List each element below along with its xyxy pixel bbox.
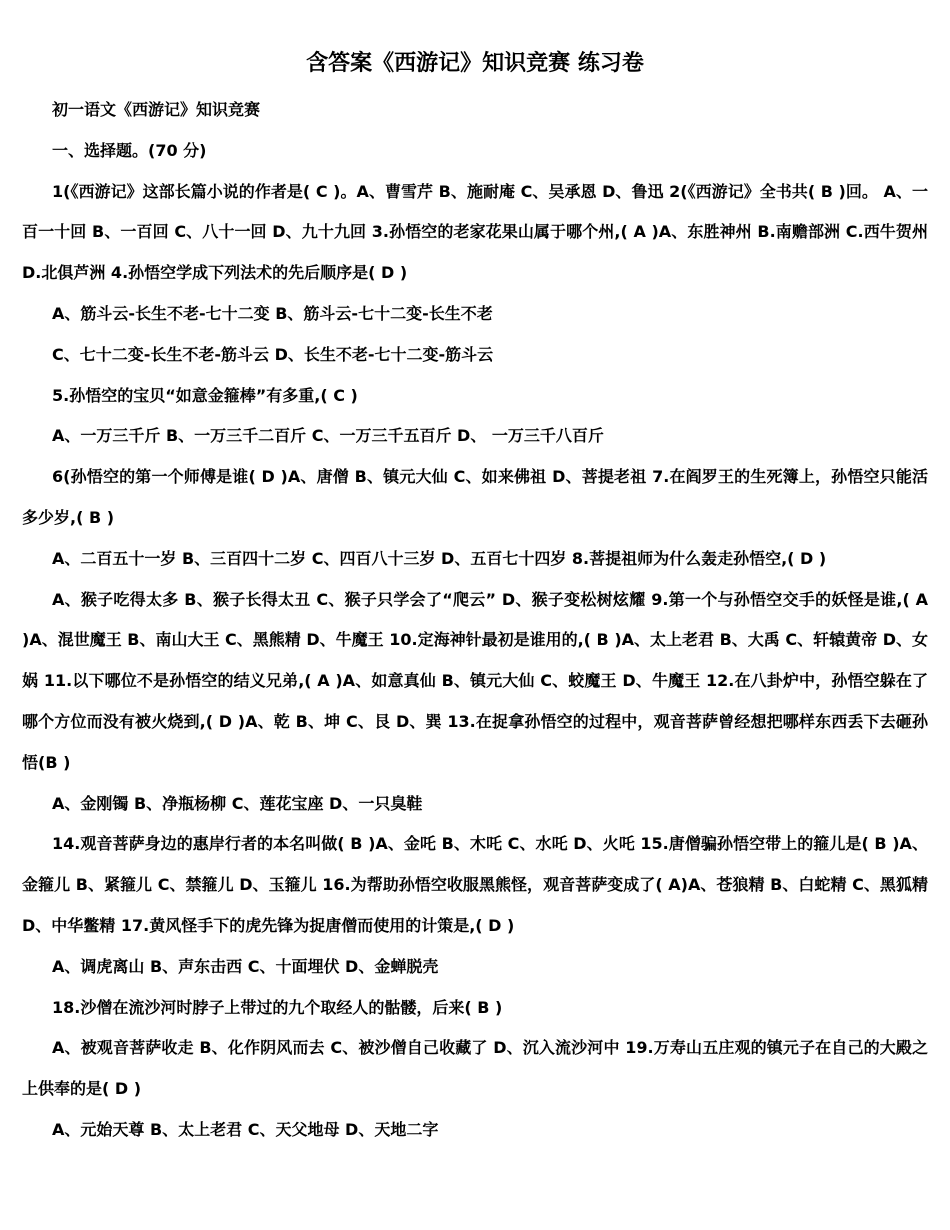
section-heading: 初一语文《西游记》知识竞赛: [52, 100, 261, 119]
paragraph: A、筋斗云-长生不老-七十二变 B、筋斗云-七十二变-长生不老: [52, 303, 493, 323]
paragraph: C、七十二变-长生不老-筋斗云 D、长生不老-七十二变-筋斗云: [52, 344, 494, 364]
paragraph: A、一万三千斤 B、一万三千二百斤 C、一万三千五百斤 D、 一万三千八百斤: [52, 426, 604, 446]
paragraph: 18.沙僧在流沙河时脖子上带过的九个取经人的骷髅，后来( B ): [52, 997, 503, 1017]
section-subheading: 一、选择题。(70 分): [52, 140, 207, 160]
paragraph: A、调虎离山 B、声东击西 C、十面埋伏 D、金蝉脱壳: [52, 956, 439, 976]
paragraph: A、被观音菩萨收走 B、化作阴风而去 C、被沙僧自己收藏了 D、沉入流沙河中 19.万寿山五庄观的镇元子在自己的大殿之上供奉的是( D ): [22, 1038, 928, 1099]
document-title: 含答案《西游记》知识竞赛 练习卷: [306, 51, 644, 76]
paragraph: A、金刚镯 B、净瓶杨柳 C、莲花宝座 D、一只臭鞋: [52, 793, 423, 813]
paragraph: A、元始天尊 B、太上老君 C、天父地母 D、天地二字: [52, 1119, 439, 1139]
document-body: [22, 90, 928, 1151]
paragraph: 5.孙悟空的宝贝“如意金箍棒”有多重,( C ): [52, 385, 358, 405]
paragraph: 14.观音菩萨身边的惠岸行者的本名叫做( B )A、金吒 B、木吒 C、水吒 D、火吒 15.唐僧骗孙悟空带上的箍儿是( B )A、金箍儿 B、紧箍儿 C、禁箍儿 D、玉箍儿 16.为帮助孙悟空收服黑熊怪，观音菩萨变成了( A)A、苍狼精 B、白蛇精 C、黑狐精 D、中华鳖精 17.黄风怪手下的虎先锋为捉唐僧而使用的计策是,( D ): [22, 834, 928, 935]
paragraph: A、猴子吃得太多 B、猴子长得太丑 C、猴子只学会了“爬云” D、猴子变松树炫耀 9.第一个与孙悟空交手的妖怪是谁,( A )A、混世魔王 B、南山大王 C、黑熊精 D、牛魔王 10.定海神针最初是谁用的,( B )A、太上老君 B、大禹 C、轩辕黄帝 D、女娲 11.以下哪位不是孙悟空的结义兄弟,( A )A、如意真仙 B、镇元大仙 C、蛟魔王 D、牛魔王 12.在八卦炉中，孙悟空躲在了哪个方位而没有被火烧到,( D )A、乾 B、坤 C、艮 D、巽 13.在捉拿孙悟空的过程中，观音菩萨曾经想把哪样东西丢下去砸孙悟(B ): [22, 589, 928, 772]
paragraph: A、二百五十一岁 B、三百四十二岁 C、四百八十三岁 D、五百七十四岁 8.菩提祖师为什么轰走孙悟空,( D ): [52, 548, 827, 568]
paragraph: 6(孙悟空的第一个师傅是谁( D )A、唐僧 B、镇元大仙 C、如来佛祖 D、菩提老祖 7.在阎罗王的生死簿上，孙悟空只能活多少岁,( B ): [22, 467, 928, 527]
paragraph: 1(《西游记》这部长篇小说的作者是( C )。A、曹雪芹 B、施耐庵 C、吴承恩 D、鲁迅 2(《西游记》全书共( B )回。 A、一百一十回 B、一百回 C、八十一回 D、九十九回 3.孙悟空的老家花果山属于哪个州,( A )A、东胜神州 B.南赡部洲 C.西牛贺州 D.北俱芦洲 4.孙悟空学成下列法术的先后顺序是( D ): [22, 181, 928, 283]
